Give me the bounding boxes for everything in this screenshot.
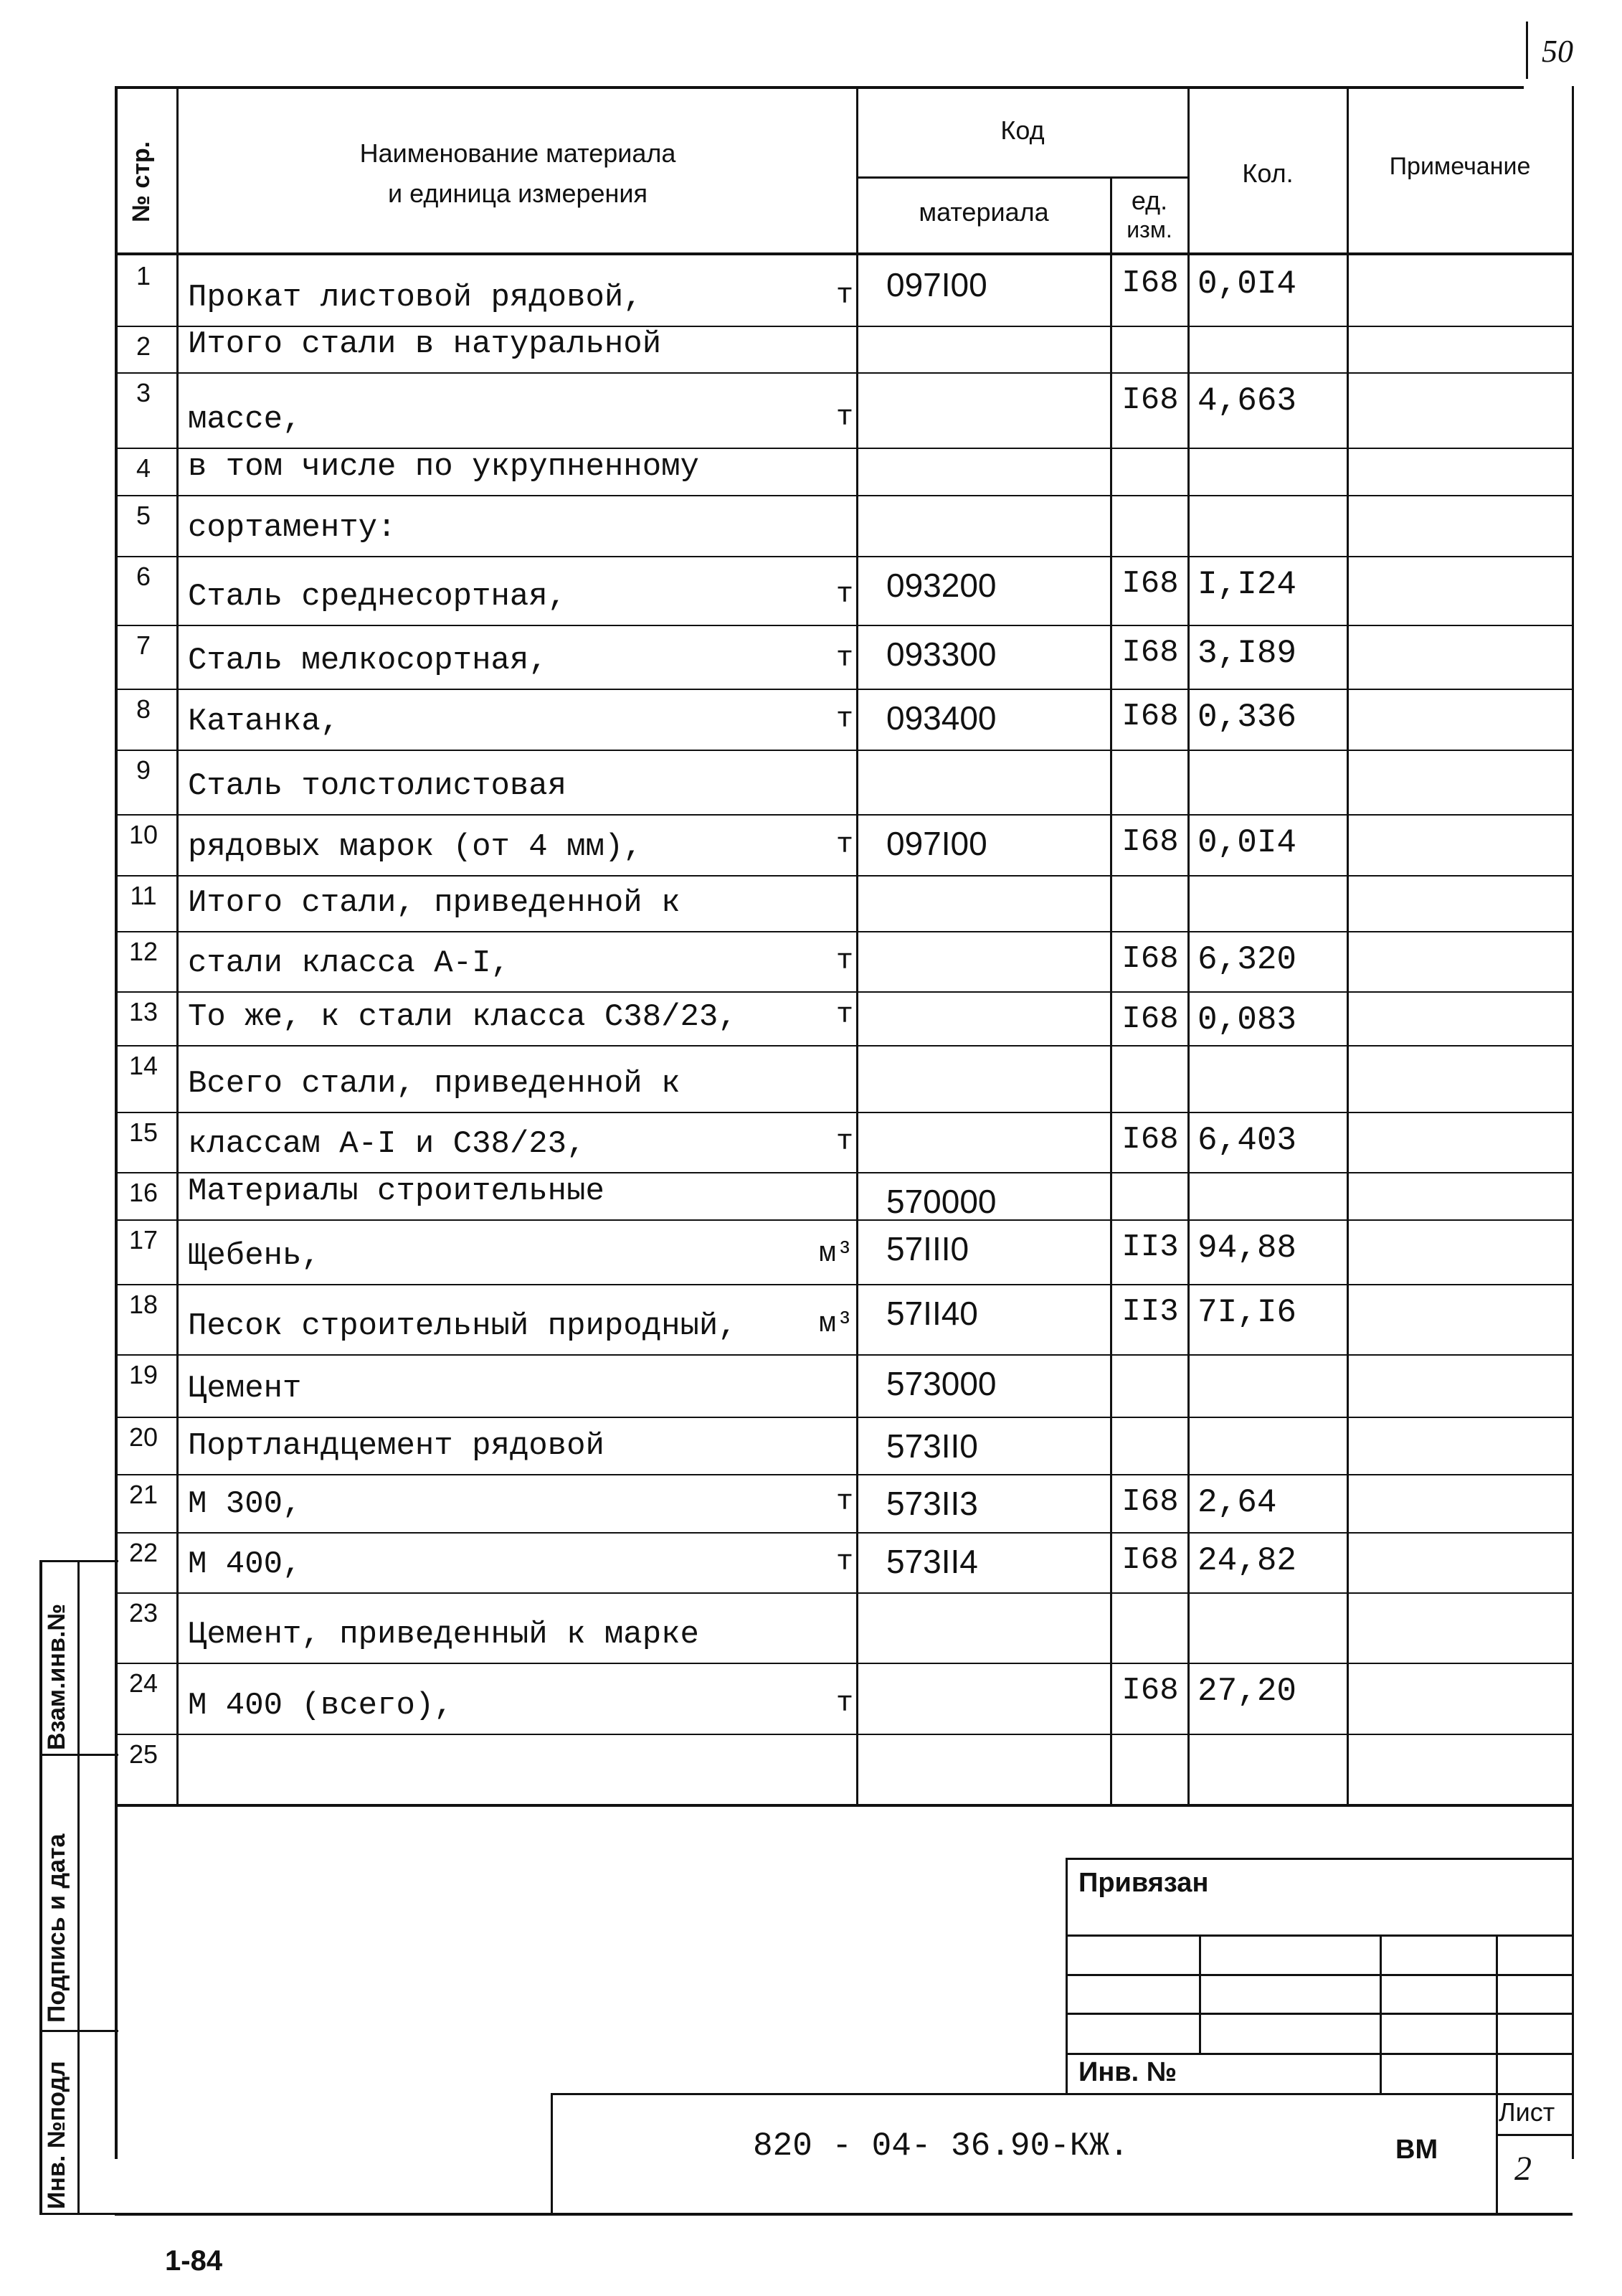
row-unit: т — [835, 1546, 853, 1579]
col-code-material-header: материала — [919, 197, 1049, 227]
row-number: 17 — [128, 1225, 158, 1255]
row-name: Цемент — [188, 1371, 302, 1407]
row-code: 093300 — [886, 636, 997, 673]
row-divider — [115, 1284, 1573, 1285]
col-code-unit-header-line2: изм. — [1127, 217, 1172, 242]
row-number: 14 — [128, 1051, 158, 1080]
row-number: 16 — [128, 1178, 158, 1207]
row-name: Сталь среднесортная, — [188, 579, 567, 615]
row-name: М 300, — [188, 1486, 302, 1522]
row-number: 23 — [128, 1598, 158, 1627]
row-code: 573II4 — [886, 1543, 978, 1580]
footer-code: 1-84 — [165, 2245, 223, 2277]
row-number: 5 — [136, 501, 151, 530]
row-unit-code: I68 — [1121, 1484, 1179, 1520]
row-unit: т — [835, 1126, 853, 1158]
row-quantity: 27,20 — [1197, 1673, 1297, 1710]
row-unit-code: I68 — [1121, 566, 1179, 602]
row-divider — [115, 1219, 1573, 1221]
row-unit: т — [835, 829, 853, 861]
row-unit-code: I68 — [1121, 1001, 1179, 1037]
row-number: 3 — [136, 378, 151, 407]
col-code-header: Код — [1000, 115, 1045, 145]
inv-no-label: Инв. № — [1078, 2057, 1177, 2087]
row-unit: м³ — [818, 1308, 853, 1341]
row-number: 10 — [128, 820, 158, 849]
row-divider — [115, 1045, 1573, 1047]
row-unit-code: I68 — [1121, 941, 1179, 977]
row-number: 19 — [128, 1360, 158, 1389]
row-code: 097I00 — [886, 825, 987, 862]
row-name: Материалы строительные — [188, 1173, 604, 1209]
row-divider — [115, 991, 1573, 993]
row-number: 13 — [128, 997, 158, 1026]
row-code: 093200 — [886, 567, 997, 604]
row-unit: т — [835, 402, 853, 434]
row-unit: т — [835, 1688, 853, 1720]
row-unit-code: I68 — [1121, 699, 1179, 734]
row-quantity: 6,320 — [1197, 941, 1297, 978]
row-number: 1 — [136, 261, 151, 290]
row-code: 573II3 — [886, 1485, 978, 1522]
sheet-code: ВМ — [1395, 2135, 1438, 2165]
row-number: 8 — [136, 694, 151, 724]
row-quantity: 0,0I4 — [1197, 265, 1297, 303]
row-unit-code: I68 — [1121, 382, 1179, 418]
row-divider — [115, 814, 1573, 816]
row-name: Песок строительный природный, — [188, 1308, 737, 1344]
row-name: Катанка, — [188, 704, 340, 740]
row-number: 25 — [128, 1739, 158, 1769]
row-unit: т — [835, 280, 853, 312]
row-unit: т — [835, 643, 853, 675]
page-number: 50 — [1542, 34, 1573, 69]
row-divider — [115, 1417, 1573, 1418]
row-divider — [115, 1474, 1573, 1475]
col-num-header: № стр. — [128, 141, 155, 222]
row-number: 11 — [130, 881, 157, 910]
row-unit: т — [835, 579, 853, 611]
row-divider — [115, 689, 1573, 690]
row-quantity: 0,083 — [1197, 1001, 1297, 1039]
row-divider — [115, 556, 1573, 557]
row-number: 2 — [136, 331, 151, 361]
row-name: в том числе по укрупненному — [188, 449, 699, 485]
row-unit-code: I68 — [1121, 1542, 1179, 1578]
row-divider — [115, 931, 1573, 932]
row-name: Сталь толстолистовая — [188, 768, 567, 804]
row-divider — [115, 495, 1573, 496]
row-number: 20 — [128, 1422, 158, 1452]
row-code: 570000 — [886, 1183, 997, 1220]
row-quantity: 7I,I6 — [1197, 1294, 1297, 1331]
row-number: 6 — [136, 562, 151, 591]
row-number: 21 — [128, 1480, 158, 1509]
row-quantity: I,I24 — [1197, 566, 1297, 603]
row-unit-code: I68 — [1121, 1122, 1179, 1158]
row-name: М 400, — [188, 1546, 302, 1582]
row-name: Цемент, приведенный к марке — [188, 1617, 699, 1653]
row-divider — [115, 750, 1573, 751]
row-divider — [115, 625, 1573, 626]
row-quantity: 2,64 — [1197, 1484, 1277, 1521]
row-name: массе, — [188, 402, 302, 438]
row-quantity: 0,0I4 — [1197, 824, 1297, 861]
document-designation: 820 - 04- 36.90-КЖ. — [753, 2127, 1129, 2165]
side-label-inv-podl: Инв. №подл — [43, 2061, 70, 2209]
row-name: сортаменту: — [188, 510, 397, 546]
row-code: 57II40 — [886, 1295, 978, 1332]
row-name: классам А-I и С38/23, — [188, 1126, 586, 1162]
row-number: 15 — [128, 1118, 158, 1147]
row-name: Всего стали, приведенной к — [188, 1066, 680, 1102]
row-unit-code: I68 — [1121, 635, 1179, 671]
row-unit-code: I68 — [1121, 824, 1179, 860]
row-name: М 400 (всего), — [188, 1688, 453, 1724]
row-name: Итого стали в натуральной — [188, 326, 662, 362]
row-unit: т — [835, 999, 853, 1031]
row-divider — [115, 1532, 1573, 1534]
row-number: 12 — [128, 937, 158, 966]
row-quantity: 6,403 — [1197, 1122, 1297, 1159]
row-unit-code: I68 — [1121, 1673, 1179, 1709]
row-number: 9 — [136, 755, 151, 785]
row-name: Портландцемент рядовой — [188, 1428, 604, 1464]
row-divider — [115, 372, 1573, 374]
row-divider — [115, 875, 1573, 877]
row-name: Прокат листовой рядовой, — [188, 280, 642, 316]
row-number: 24 — [128, 1668, 158, 1698]
row-unit: м³ — [818, 1238, 853, 1270]
privyazan-label: Привязан — [1078, 1868, 1209, 1898]
row-number: 22 — [128, 1538, 158, 1567]
row-name: Щебень, — [188, 1238, 321, 1274]
row-quantity: 0,336 — [1197, 699, 1297, 736]
row-divider — [115, 1112, 1573, 1113]
row-name: Сталь мелкосортная, — [188, 643, 548, 679]
row-divider — [115, 1592, 1573, 1594]
row-code: 573000 — [886, 1365, 997, 1402]
sheet-number: 2 — [1514, 2150, 1532, 2188]
col-note-header: Примечание — [1389, 153, 1531, 180]
row-unit-code: I68 — [1121, 265, 1179, 301]
side-label-podpis-data: Подпись и дата — [43, 1833, 70, 2023]
row-unit-code: II3 — [1121, 1294, 1179, 1330]
row-code: 093400 — [886, 699, 997, 737]
row-quantity: 3,I89 — [1197, 635, 1297, 672]
row-divider — [115, 1354, 1573, 1356]
row-name: Итого стали, приведенной к — [188, 885, 680, 921]
row-divider — [115, 1663, 1573, 1664]
row-name: стали класса А-I, — [188, 945, 510, 981]
row-divider — [115, 1734, 1573, 1735]
col-code-unit-header-line1: ед. — [1131, 186, 1168, 215]
side-label-vzam-inv: Взам.инв.№ — [43, 1603, 70, 1750]
row-quantity: 94,88 — [1197, 1229, 1297, 1267]
col-qty-header: Кол. — [1242, 159, 1294, 188]
row-unit: т — [835, 1486, 853, 1518]
row-unit: т — [835, 945, 853, 978]
row-quantity: 4,663 — [1197, 382, 1297, 420]
row-number: 18 — [128, 1290, 158, 1319]
row-number: 7 — [136, 630, 151, 660]
row-code: 097I00 — [886, 266, 987, 303]
row-name: То же, к стали класса С38/23, — [188, 999, 737, 1035]
row-number: 4 — [136, 453, 151, 483]
sheet-label: Лист — [1499, 2097, 1555, 2127]
col-name-header-line2: и единица измерения — [387, 179, 648, 208]
row-unit-code: II3 — [1121, 1229, 1179, 1265]
row-name: рядовых марок (от 4 мм), — [188, 829, 642, 865]
row-unit: т — [835, 704, 853, 736]
row-quantity: 24,82 — [1197, 1542, 1297, 1579]
row-code: 573II0 — [886, 1427, 978, 1465]
col-name-header-line1: Наименование материала — [359, 138, 676, 168]
row-code: 57III0 — [886, 1230, 969, 1267]
